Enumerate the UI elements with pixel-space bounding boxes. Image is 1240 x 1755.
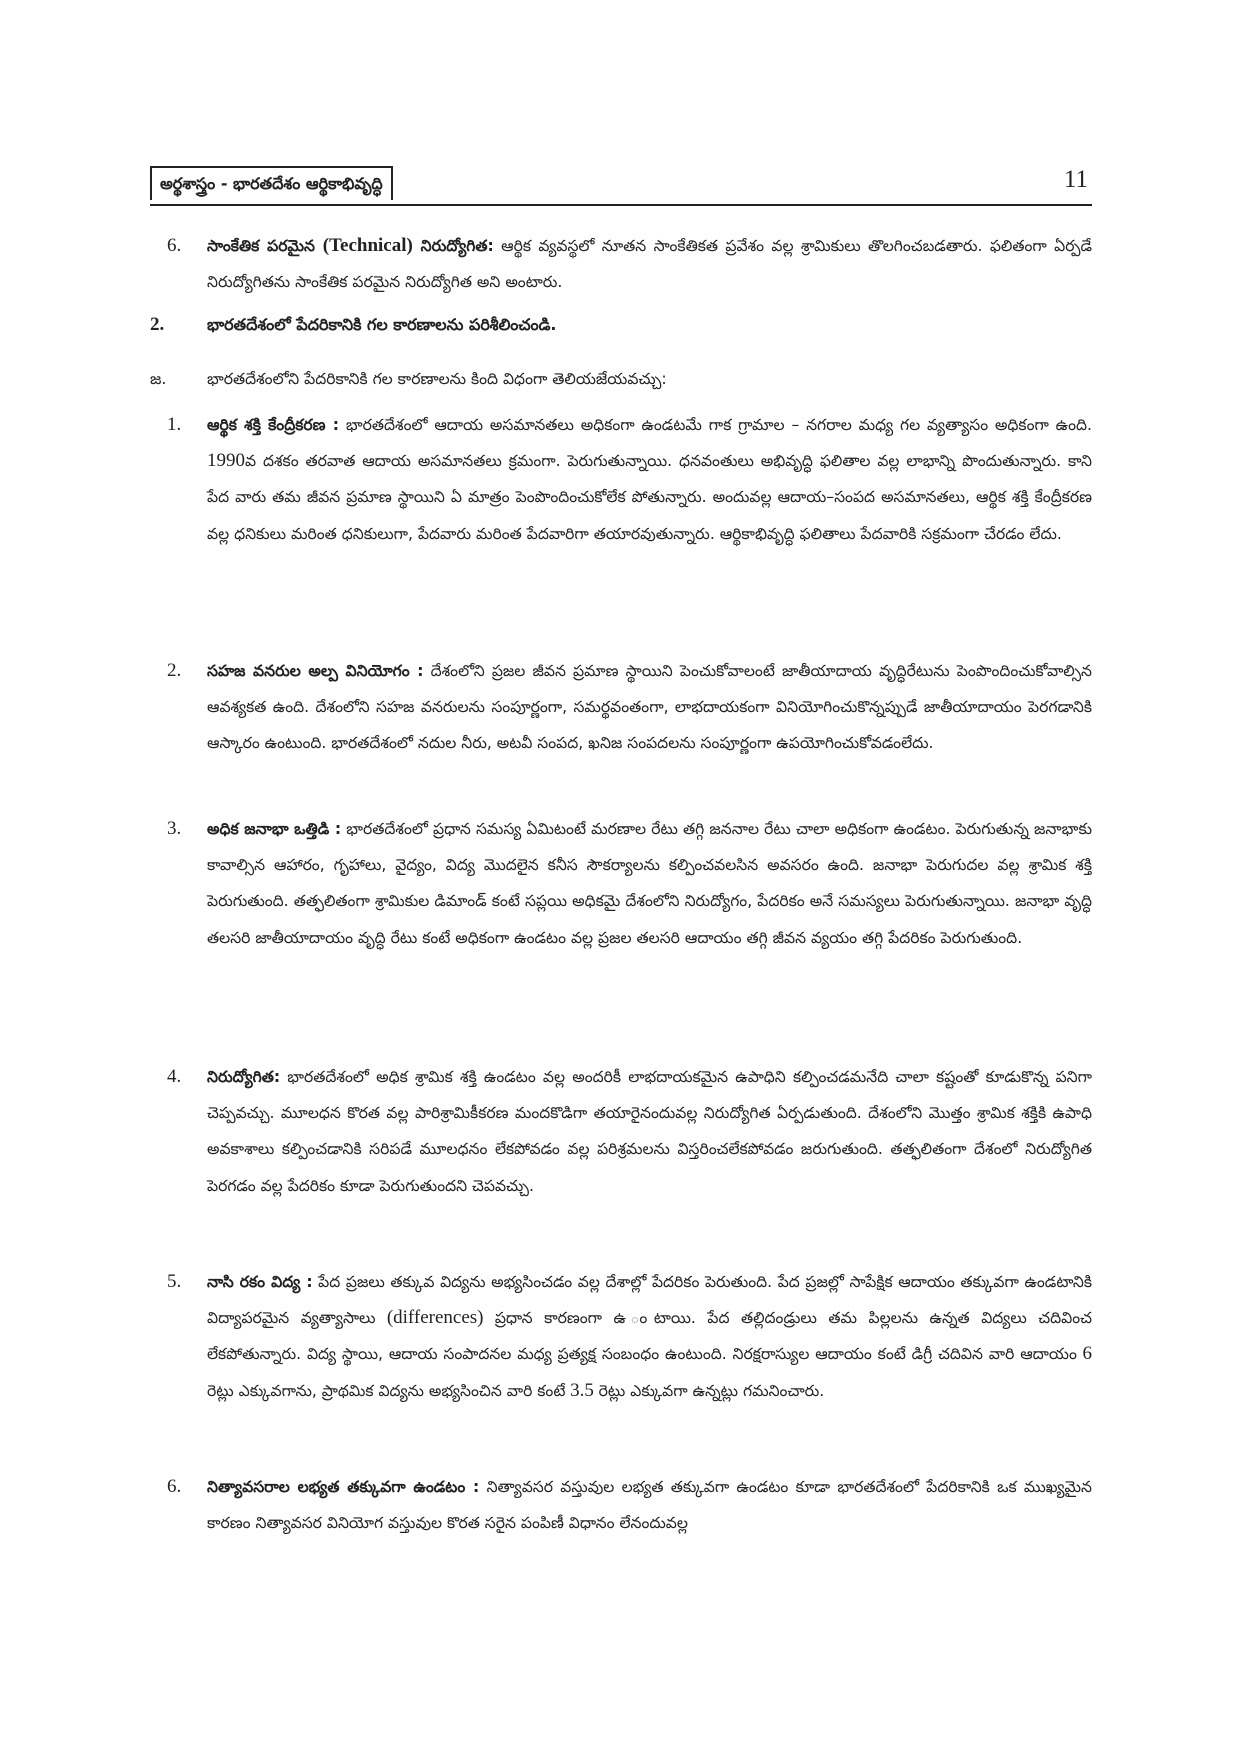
item-number: 3. [167,818,182,839]
item-number: 6. [167,1476,182,1497]
header-title: అర్థశాస్త్రం - భారతదేశం ఆర్థికాభివృద్ధి [150,166,393,200]
item-heading: సహజ వనరుల అల్ప వినియోగం : [207,662,424,680]
list-item-technical-unemployment [207,228,1092,300]
item-text: భారతదేశంలో ప్రధాన సమస్య ఏమిటంటే మరణాల రేటు తగ్గి జననాల రేటు చాలా అధికంగా ఉండటం. పెరుగుతున్న జనాభాకు కావాల్సిన ఆహారం, గృహాలు, వైద్యం, విద్య మొదలైన కనీస సౌకర్యాలను కల్పించవలసిన అవసరం ఉంది. జనాభా పెరుగుదల వల్ల శ్రామిక శక్తి పెరుగుతుంది. తత్ఫలితంగా శ్రామికుల డిమాండ్ కంటే సప్లయి అధికమై దేశంలోని నిరుద్యోగం, పేదరికం అనే సమస్యలు పెరుగుతున్నాయి. జనాభా వృద్ధి తలసరి జాతీయాదాయం వృద్ధి రేటు కంటే అధికంగా ఉండటం వల్ల ప్రజల తలసరి ఆదాయం తగ్గి జీవన వ్యయం తగ్గి పేదరికం పెరుగుతుంది. [207,820,1092,947]
question-number: 2. [150,314,165,335]
item-heading: ఆర్థిక శక్తి కేంద్రీకరణ : [207,416,340,434]
item-heading: సాంకేతిక పరమైన (Technical) నిరుద్యోగిత: [207,235,494,256]
item-text: ఆర్థిక వ్యవస్థలో నూతన సాంకేతికత ప్రవేశం వల్ల శ్రామికులు తొలగించబడతారు. ఫలితంగా ఏర్పడే నిరుద్యోగితను సాంకేతిక పరమైన నిరుద్యోగిత అని అంటారు. [207,237,1093,292]
item-heading: నిరుద్యోగిత: [207,1068,281,1086]
list-item-poor-education: నాసి రకం విద్య : పేద ప్రజలు తక్కువ విద్యను అభ్యసించడం వల్ల దేశాల్లో పేదరికం పెరుతుంది. పేద ప్రజల్లో సాపేక్షిక ఆదాయం తక్కువగా ఉండటానికి విద్యాపరమైన వ్యత్యాసాలు (differences) ప్రధాన కారణంగా ఉ ంటాయి. పేద తల్లిదండ్రులు తమ పిల్లలను ఉన్నత విద్యలు చదివించ లేకపోతున్నారు. విద్య స్థాయి, ఆదాయ సంపాదనల మధ్య ప్రత్యక్ష సంబంధం ఉంటుంది. నిరక్షరాస్యుల ఆదాయం కంటే డిగ్రీ చదివిన వారి ఆదాయం 6 రెట్లు ఎక్కువగాను, ప్రాథమిక విద్యను అభ్యసించిన వారి కంటే 3.5 రెట్లు ఎక్కువగా ఉన్నట్లు గమనించారు. [207,1273,1093,1401]
item-text: నిత్యావసర వస్తువుల లభ్యత తక్కువగా ఉండటం కూడా భారతదేశంలో పేదరికానికి ఒక ముఖ్యమైన కారణం నిత్యావసర వినియోగ వస్తువుల కొరత సరైన పంపిణీ విధానం లేనందువల్ల [207,1478,1092,1533]
item-number: 5. [167,1271,182,1292]
item-number: 6. [167,235,182,256]
question-text: భారతదేశంలో పేదరికానికి గల కారణాలను పరిశీలించండి. [207,315,557,334]
list-item-unemployment [207,1059,1092,1204]
item-number: 4. [167,1066,182,1087]
answer-label: జ. [150,370,167,388]
item-heading: నాసి రకం విద్య : [207,1273,313,1291]
list-item-economic-concentration: ఆర్థిక శక్తి కేంద్రీకరణ : భారతదేశంలో ఆదాయ అసమానతలు అధికంగా ఉండటమే గాక గ్రామాల – నగరాల మధ్య గల వ్యత్యాసం అధికంగా ఉంది. 1990వ దశకం తరవాత ఆదాయ అసమానతలు క్రమంగా. పెరుగుతున్నాయి. ధనవంతులు అభివృద్ధి ఫలితాల వల్ల లాభాన్ని పొందుతున్నారు. కాని పేద వారు తమ జీవన ప్రమాణ స్థాయిని ఏ మాత్రం పెంపొందించుకోలేక పోతున్నారు. అందువల్ల ఆదాయ–సంపద అసమానతలు, ఆర్థిక శక్తి కేంద్రీకరణ వల్ల ధనికులు మరింత ధనికులుగా, పేదవారు మరింత పేదవారిగా తయారవుతున్నారు. ఆర్థికాభివృద్ధి ఫలితాలు పేదవారికి సక్రమంగా చేరడం లేదు. [207,416,1092,543]
item-text: భారతదేశంలో అధిక శ్రామిక శక్తి ఉండటం వల్ల అందరికీ లాభదాయకమైన ఉపాధిని కల్పించడమనేది చాలా కష్టంతో కూడుకొన్న పనిగా చెప్పవచ్చు. మూలధన కొరత వల్ల పారిశ్రామికీకరణ మందకొడిగా తయారైనందువల్ల నిరుద్యోగిత ఏర్పడుతుంది. దేశంలోని మొత్తం శ్రామిక శక్తికి ఉపాధి అవకాశాలు కల్పించడానికి సరిపడే మూలధనం లేకపోవడం వల్ల పరిశ్రమలను విస్తరించలేకపోవడం జరుగుతుంది. తత్ఫలితంగా దేశంలో నిరుద్యోగిత పెరగడం వల్ల పేదరికం కూడా పెరుగుతుందని చెపవచ్చు. [207,1068,1092,1195]
list-item-resource-underuse [207,653,1092,762]
item-heading: నిత్యావసరాల లభ్యత తక్కువగా ఉండటం : [207,1478,480,1496]
item-heading: అధిక జనాభా ఒత్తిడి : [207,820,342,838]
item-number: 2. [167,660,182,681]
list-item-essentials-shortage [207,1469,1092,1541]
item-number: 1. [167,414,182,435]
running-header [150,160,1092,206]
page-number: 11 [1063,166,1088,193]
item-text: దేశంలోని ప్రజల జీవన ప్రమాణ స్థాయిని పెంచుకోవాలంటే జాతీయాదాయ వృద్ధిరేటును పెంపొందించుకోవాల్సిన ఆవశ్యకత ఉంది. దేశంలోని సహజ వనరులను సంపూర్ణంగా, సమర్థవంతంగా, లాభదాయకంగా వినియోగించుకొన్నప్పుడే జాతీయాదాయం పెరగడానికి ఆస్కారం ఉంటుంది. భారతదేశంలో నదుల నీరు, అటవీ సంపద, ఖనిజ సంపదలను సంపూర్ణంగా ఉపయోగించుకోవడంలేదు. [207,662,1092,753]
answer-intro: భారతదేశంలోని పేదరికానికి గల కారణాలను కింది విధంగా తెలియజేయవచ్చు: [207,370,667,388]
list-item-population-pressure [207,811,1092,956]
